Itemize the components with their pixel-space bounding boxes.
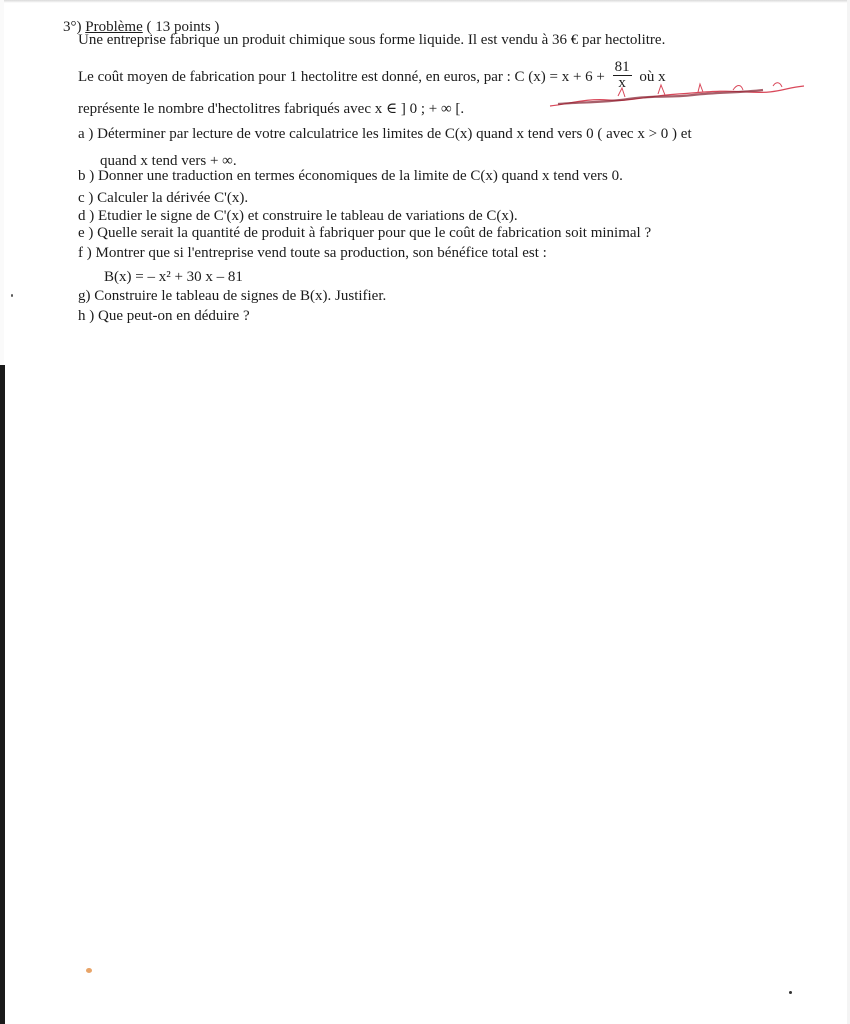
question-e: e ) Quelle serait la quantité de produit à fabriquer pour que le coût de fabrication soit minimal ? (78, 225, 652, 241)
question-c: c ) Calculer la dérivée C'(x). (78, 190, 249, 206)
problem-number: 3°) (63, 19, 82, 35)
question-h: h ) Que peut-on en déduire ? (78, 308, 250, 324)
handwritten-annotation (548, 76, 808, 116)
cost-function-suffix: où x (639, 68, 666, 85)
scan-edge-left-shadow (0, 365, 5, 1024)
question-a-line2: quand x tend vers + ∞. (100, 153, 237, 169)
domain-line: représente le nombre d'hectolitres fabriqués avec x ∈ ] 0 ; + ∞ [. (78, 101, 465, 117)
question-d: d ) Etudier le signe de C'(x) et construire le tableau de variations de C(x). (78, 208, 518, 224)
question-a-line1: a ) Déterminer par lecture de votre calculatrice les limites de C(x) quand x tend vers 0 ( avec x > 0 ) et (78, 126, 692, 142)
question-f-formula: B(x) = – x² + 30 x – 81 (104, 269, 243, 285)
scan-speck (789, 991, 792, 994)
scan-edge-top (0, 0, 850, 3)
problem-title: Problème (85, 19, 143, 35)
scan-speck (86, 968, 92, 973)
cost-function-text: Le coût moyen de fabrication pour 1 hectolitre est donné, en euros, par : C (x) = x + 6 + (78, 68, 605, 85)
fraction-numerator: 81 (614, 59, 630, 75)
question-f-line1: f ) Montrer que si l'entreprise vend toute sa production, son bénéfice total est : (78, 245, 547, 261)
problem-intro: Une entreprise fabrique un produit chimique sous forme liquide. Il est vendu à 36 € par hectolitre. (78, 32, 666, 48)
problem-points: ( 13 points ) (146, 19, 220, 35)
fraction-denominator: x (618, 75, 626, 91)
question-b: b ) Donner une traduction en termes économiques de la limite de C(x) quand x tend vers 0. (78, 168, 623, 184)
question-g: g) Construire le tableau de signes de B(x). Justifier. (78, 288, 387, 304)
scan-speck (11, 294, 13, 297)
